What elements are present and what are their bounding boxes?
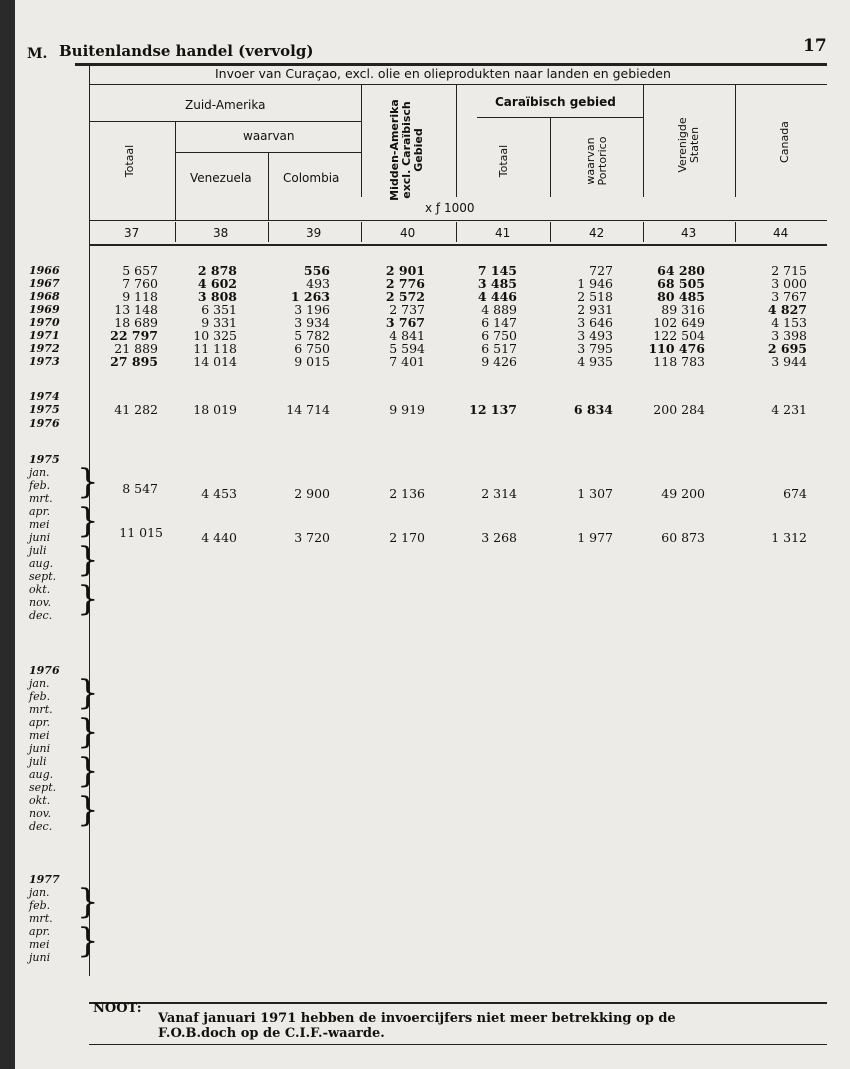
col-44-header: Canada [778,121,791,163]
table-cell: 1 312 [771,530,807,545]
table-cell: 3 493 [577,328,613,343]
month-label: juli [29,755,47,768]
table-cell: 3 767 [385,315,425,330]
col-39-header: Colombia [283,171,340,185]
table-cell: 118 783 [653,354,705,369]
year-label: 1976 [29,417,60,430]
month-label: dec. [29,609,53,622]
table-cell: 3 720 [294,530,330,545]
year-label: 1968 [29,290,60,303]
table-cell: 2 136 [389,486,425,501]
table-cell: 18 019 [193,402,237,417]
table-cell: 6 750 [294,341,330,356]
table-cell: 2 901 [385,263,425,278]
month-label: jan. [29,677,50,690]
rule-43-44 [735,84,736,197]
page-title: Buitenlandse handel (vervolg) [59,42,314,60]
table-cell: 2 715 [771,263,807,278]
table-cell: 2 518 [577,289,613,304]
month-label: dec. [29,820,53,833]
table-cell: 14 714 [286,402,330,417]
table-cell: 1 263 [290,289,330,304]
table-cell: 110 476 [648,341,705,356]
column-number: 43 [681,226,697,240]
year-label: 1973 [29,355,60,368]
table-cell: 9 331 [201,315,237,330]
colnum-tick-4 [456,222,457,242]
group-bottom-rule-za [89,121,361,122]
colnum-tick-5 [550,222,551,242]
group-zuid-amerika: Zuid-Amerika [185,98,266,112]
table-cell: 9 426 [481,354,517,369]
table-cell: 4 889 [481,302,517,317]
table-cell: 556 [303,263,330,278]
table-cell: 6 750 [481,328,517,343]
colnum-tick-2 [268,222,269,242]
table-cell: 5 594 [389,341,425,356]
table-cell: 3 268 [481,530,517,545]
table-cell: 7 401 [389,354,425,369]
month-label: apr. [29,925,51,938]
footnote-line-1: Vanaf januari 1971 hebben de invoercijfers niet meer betrekking op de [158,1011,676,1026]
table-cell: 727 [589,263,613,278]
table-cell: 493 [306,276,330,291]
rule-42-43 [643,84,644,197]
table-cell: 7 760 [122,276,158,291]
quarter-brace: } [77,462,99,502]
quarter-brace: } [77,790,99,830]
table-cell: 2 170 [389,530,425,545]
table-cell: 41 282 [114,402,158,417]
table-cell: 3 398 [771,328,807,343]
year-label: 1970 [29,316,60,329]
table-cell: 13 148 [114,302,158,317]
footnote-bottom-rule [89,1044,827,1045]
table-cell: 12 137 [469,402,517,417]
month-label: juli [29,544,47,557]
footnote-line-2: F.O.B.doch op de C.I.F.-waarde. [158,1026,385,1041]
year-label: 1972 [29,342,60,355]
table-cell: 3 808 [197,289,237,304]
rule-40-41 [456,84,457,197]
table-cell: 2 572 [385,289,425,304]
month-label: aug. [29,768,54,781]
table-cell: 10 325 [193,328,237,343]
group-caraibisch-gebied: Caraïbisch gebied [495,95,616,109]
month-label: juni [29,742,51,755]
colnum-bottom-rule [89,244,827,246]
table-cell: 6 834 [573,402,613,417]
month-label: jan. [29,886,50,899]
table-cell: 8 547 [122,481,158,496]
table-cell: 1 307 [577,486,613,501]
month-label: juni [29,951,51,964]
table-cell: 4 453 [201,486,237,501]
table-cell: 674 [783,486,807,501]
table-caption: Invoer van Curaçao, excl. olie en olieprodukten naar landen en gebieden [215,66,671,81]
colnum-tick-3 [361,222,362,242]
table-cell: 6 351 [201,302,237,317]
year-label: 1977 [29,873,60,886]
table-cell: 2 931 [577,302,613,317]
month-label: mrt. [29,492,53,505]
footnote-top-rule [89,1002,827,1004]
year-label: 1967 [29,277,60,290]
col-42-header: waarvan Portorico [584,136,609,186]
table-cell: 4 231 [771,402,807,417]
month-label: sept. [29,570,57,583]
column-number: 39 [306,226,322,240]
year-label: 1975 [29,403,60,416]
table-cell: 6 147 [481,315,517,330]
col-38-header: Venezuela [190,171,252,185]
table-cell: 4 153 [771,315,807,330]
table-cell: 3 000 [771,276,807,291]
footnote-label: NOOT: [93,1001,142,1016]
table-cell: 3 767 [771,289,807,304]
table-cell: 2 695 [767,341,807,356]
rule-39-40 [361,84,362,197]
month-label: apr. [29,505,51,518]
page-number: 17 [803,36,827,56]
quarter-brace: } [77,921,99,961]
table-cell: 102 649 [653,315,705,330]
table-cell: 11 118 [193,341,237,356]
table-cell: 3 934 [294,315,330,330]
table-cell: 4 841 [389,328,425,343]
table-cell: 4 827 [767,302,807,317]
month-label: feb. [29,899,51,912]
month-label: nov. [29,596,52,609]
quarter-brace: } [77,673,99,713]
month-label: mei [29,938,50,951]
month-label: mei [29,729,50,742]
year-label: 1976 [29,664,60,677]
colnum-tick-7 [735,222,736,242]
month-label: mrt. [29,703,53,716]
month-label: feb. [29,690,51,703]
month-label: aug. [29,557,54,570]
table-cell: 14 014 [193,354,237,369]
section-letter: M. [27,46,48,62]
column-number: 38 [213,226,229,240]
table-cell: 4 602 [197,276,237,291]
table-cell: 3 944 [771,354,807,369]
rule-37-38 [175,121,176,220]
table-cell: 1 946 [577,276,613,291]
table-cell: 22 797 [110,328,158,343]
table-cell: 18 689 [114,315,158,330]
column-number: 37 [124,226,140,240]
table-cell: 2 900 [294,486,330,501]
colnum-top-rule [89,220,827,221]
col-37-header: Totaal [123,144,136,178]
unit-label: x ƒ 1000 [425,201,475,215]
table-cell: 64 280 [657,263,705,278]
column-number: 44 [773,226,789,240]
table-cell: 6 517 [481,341,517,356]
table-cell: 49 200 [661,486,705,501]
table-cell: 2 776 [385,276,425,291]
quarter-brace: } [77,712,99,752]
year-label: 1966 [29,264,60,277]
month-label: nov. [29,807,52,820]
table-cell: 89 316 [661,302,705,317]
waarvan-label: waarvan [243,129,295,143]
table-cell: 2 314 [481,486,517,501]
table-cell: 9 118 [122,289,158,304]
table-cell: 11 015 [119,525,163,540]
month-label: mrt. [29,912,53,925]
quarter-brace: } [77,751,99,791]
table-cell: 200 284 [653,402,705,417]
month-label: sept. [29,781,57,794]
col-40-header: Midden-Amerika excl. Caraïbisch Gebied [388,99,425,201]
table-cell: 9 919 [389,402,425,417]
column-number: 40 [400,226,416,240]
table-cell: 5 657 [122,263,158,278]
table-cell: 3 646 [577,315,613,330]
table-cell: 4 935 [577,354,613,369]
table-cell: 1 977 [577,530,613,545]
year-label: 1975 [29,453,60,466]
table-cell: 122 504 [653,328,705,343]
month-label: okt. [29,794,51,807]
table-cell: 60 873 [661,530,705,545]
table-cell: 5 782 [294,328,330,343]
year-label: 1971 [29,329,60,342]
table-cell: 80 485 [657,289,705,304]
year-label: 1969 [29,303,60,316]
table-cell: 2 878 [197,263,237,278]
quarter-brace: } [77,882,99,922]
table-cell: 2 737 [389,302,425,317]
quarter-brace: } [77,540,99,580]
table-cell: 7 145 [477,263,517,278]
month-label: feb. [29,479,51,492]
month-label: mei [29,518,50,531]
rule-41-42 [550,117,551,197]
table-cell: 21 889 [114,341,158,356]
col-41-header: Totaal [497,144,510,178]
table-cell: 9 015 [294,354,330,369]
table-cell: 3 196 [294,302,330,317]
colnum-tick-1 [175,222,176,242]
rule-38-39 [268,152,269,220]
table-cell: 3 485 [477,276,517,291]
month-label: apr. [29,716,51,729]
table-cell: 4 440 [201,530,237,545]
colnum-tick-6 [643,222,644,242]
column-number: 41 [495,226,511,240]
year-label: 1974 [29,390,60,403]
quarter-brace: } [77,501,99,541]
group-bottom-rule-cg [477,117,643,118]
table-cell: 3 795 [577,341,613,356]
table-cell: 4 446 [477,289,517,304]
month-label: juni [29,531,51,544]
quarter-brace: } [77,579,99,619]
column-number: 42 [589,226,605,240]
caption-bottom-rule [89,84,827,85]
table-cell: 68 505 [657,276,705,291]
document-page [15,0,850,1069]
col-43-header: Verenigde Staten [676,117,701,173]
month-label: jan. [29,466,50,479]
table-cell: 27 895 [110,354,158,369]
month-label: okt. [29,583,51,596]
